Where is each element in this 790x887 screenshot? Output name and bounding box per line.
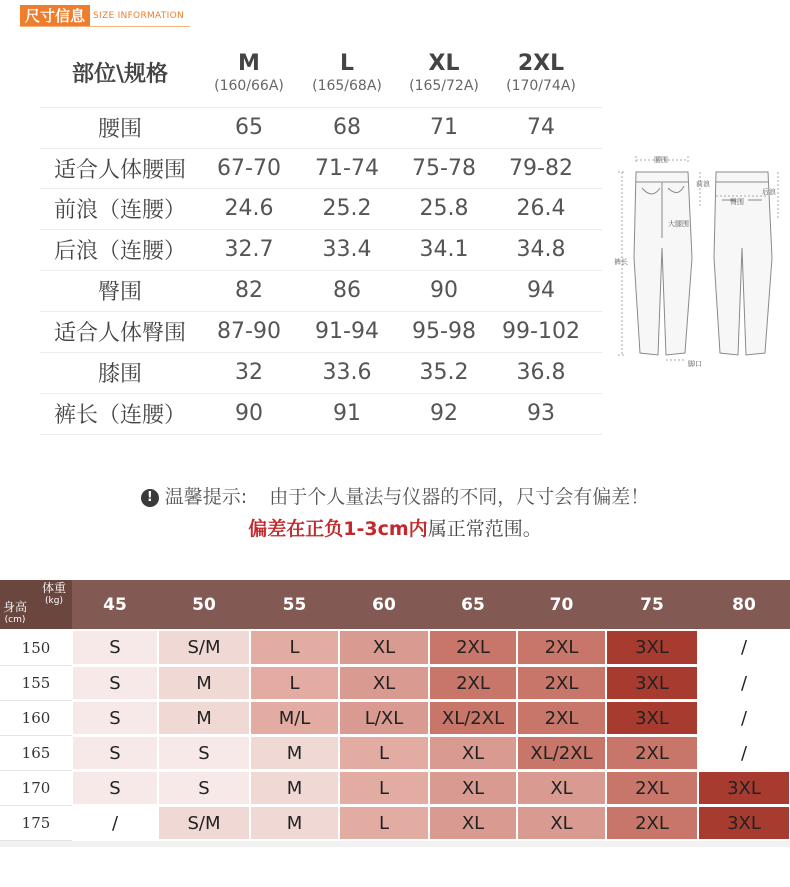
- size-table-row: [40, 229, 602, 271]
- size-recommendation-cell: XL: [430, 807, 516, 839]
- pants-diagram: [612, 148, 782, 374]
- measurement-value: 25.8: [419, 196, 469, 221]
- tip-highlight: 偏差在正负1-3cm内: [248, 518, 428, 540]
- measurement-value: 26.4: [516, 196, 566, 221]
- measurement-value: 34.1: [419, 237, 469, 262]
- pants-label-front-rise: 前浪: [696, 180, 710, 188]
- weight-header: 60: [372, 594, 396, 615]
- measurement-value: 33.6: [322, 360, 372, 385]
- measurement-name: 适合人体臀围: [53, 321, 186, 346]
- measurement-value: 34.8: [516, 237, 566, 262]
- size-recommendation-cell: XL: [518, 772, 605, 804]
- weight-axis-label: 体重 (kg): [41, 581, 66, 606]
- measurement-value: 36.8: [516, 360, 566, 385]
- size-table-row: [40, 393, 602, 435]
- size-recommendation-cell: XL: [340, 631, 428, 664]
- pants-label-thigh: 大腿围: [668, 220, 689, 228]
- height-header: 150: [0, 630, 72, 666]
- measurement-value: 68: [333, 115, 361, 140]
- size-table-row: [40, 148, 602, 189]
- measurement-value: 32.7: [224, 237, 274, 262]
- measurement-value: 71-74: [315, 155, 379, 181]
- tip-label: 温馨提示:: [164, 486, 248, 508]
- size-range: (165/68A): [312, 77, 382, 94]
- tip-tail: 属正常范围。: [427, 518, 542, 540]
- size-recommendation-cell: M: [251, 737, 338, 769]
- measurement-value: 75-78: [412, 155, 476, 181]
- size-recommendation-cell: M/L: [251, 702, 338, 734]
- measurement-name: 膝围: [97, 362, 142, 387]
- size-table-row: [40, 352, 602, 394]
- height-axis-label: 身高 (cm): [3, 600, 28, 625]
- size-recommendation-cell: M: [251, 772, 338, 804]
- grid-corner: [0, 580, 72, 629]
- measurement-value: 65: [235, 115, 263, 140]
- measurement-value: 67-70: [217, 155, 281, 181]
- size-recommendation-cell: 2XL: [518, 667, 605, 699]
- size-recommendation-cell: S: [73, 772, 157, 804]
- size-name: 2XL: [517, 50, 565, 76]
- measurement-value: 71: [430, 115, 458, 140]
- measurement-value: 82: [235, 278, 263, 303]
- size-recommendation-cell: 3XL: [699, 807, 789, 839]
- size-recommendation-cell: M: [251, 807, 338, 839]
- pants-label-length: 裤长: [614, 258, 628, 266]
- measurement-value: 90: [235, 401, 263, 426]
- measurement-value: 79-82: [509, 155, 573, 181]
- size-recommendation-cell: 2XL: [430, 667, 516, 699]
- height-header: 155: [0, 666, 72, 701]
- size-recommendation-cell: 3XL: [699, 772, 789, 804]
- size-recommendation-cell: L: [340, 737, 428, 769]
- measurement-name: 适合人体腰围: [53, 157, 186, 183]
- section-header: [20, 5, 184, 27]
- measurement-value: 35.2: [419, 360, 469, 385]
- measurement-name: 裤长（连腰）: [53, 403, 186, 428]
- size-recommendation-cell: /: [699, 631, 789, 664]
- size-recommendation-cell: 3XL: [607, 631, 697, 664]
- measurement-value: 86: [333, 278, 361, 303]
- measurement-value: 33.4: [322, 237, 372, 262]
- size-recommendation-cell: XL: [518, 807, 605, 839]
- size-recommendation-cell: XL: [430, 737, 516, 769]
- measurement-value: 93: [527, 401, 555, 426]
- measurement-value: 25.2: [322, 196, 372, 221]
- measurement-value: 95-98: [412, 319, 476, 344]
- measurement-value: 87-90: [217, 319, 281, 344]
- weight-header: 70: [549, 594, 574, 615]
- size-recommendation-cell: /: [73, 807, 157, 839]
- size-table-row: [40, 311, 602, 353]
- size-table-row: [40, 107, 602, 149]
- height-header: 170: [0, 771, 72, 806]
- tip-text: 由于个人量法与仪器的不同，尺寸会有偏差！: [269, 486, 650, 508]
- measurement-value: 91: [333, 401, 361, 426]
- size-recommendation-cell: M: [159, 667, 249, 699]
- size-recommendation-cell: S/M: [159, 807, 249, 839]
- size-recommendation-cell: 2XL: [607, 807, 697, 839]
- header-divider: [20, 26, 190, 27]
- size-header: [200, 38, 298, 107]
- measurement-value: 24.6: [224, 196, 274, 221]
- weight-header: 55: [282, 594, 307, 615]
- size-recommendation-cell: M: [159, 702, 249, 734]
- size-recommendation-cell: S/M: [159, 631, 249, 664]
- size-recommendation-cell: XL: [430, 772, 516, 804]
- measurement-name: 臀围: [97, 280, 142, 305]
- pants-label-waist: 腰围: [654, 156, 668, 164]
- size-table-row: [40, 188, 602, 230]
- size-recommendation-cell: /: [699, 737, 789, 769]
- size-name: L: [339, 50, 355, 76]
- size-recommendation-cell: L: [340, 772, 428, 804]
- size-header: [396, 38, 492, 107]
- size-header: [492, 38, 590, 107]
- height-header: 175: [0, 806, 72, 841]
- size-recommendation-cell: L: [251, 631, 338, 664]
- size-name: XL: [428, 50, 460, 76]
- size-recommendation-cell: S: [159, 737, 249, 769]
- measurement-value: 74: [527, 115, 555, 140]
- weight-header: 75: [640, 594, 664, 615]
- measurement-value: 90: [430, 278, 458, 303]
- size-name: M: [238, 50, 260, 76]
- size-recommendation-cell: S: [159, 772, 249, 804]
- measurement-value: 92: [430, 401, 458, 426]
- size-recommendation-cell: S: [73, 702, 157, 734]
- size-recommendation-cell: XL/2XL: [518, 737, 605, 769]
- pants-label-back-rise: 后浪: [762, 188, 776, 196]
- weight-header: 65: [461, 594, 485, 615]
- size-recommendation-cell: 3XL: [607, 702, 697, 734]
- height-header: 160: [0, 701, 72, 736]
- size-range: (165/72A): [409, 77, 479, 94]
- size-recommendation-cell: 2XL: [607, 772, 697, 804]
- size-table-corner: 部位\规格: [71, 62, 169, 87]
- size-recommendation-cell: 2XL: [518, 631, 605, 664]
- measurement-name: 前浪（连腰）: [53, 198, 186, 223]
- measurement-name: 腰围: [97, 117, 142, 142]
- size-recommendation-cell: L: [251, 667, 338, 699]
- size-recommendation-cell: L: [340, 807, 428, 839]
- size-range: (170/74A): [506, 77, 576, 94]
- measurement-name: 后浪（连腰）: [53, 239, 186, 264]
- size-recommendation-cell: XL/2XL: [430, 702, 516, 734]
- size-recommendation-cell: L/XL: [340, 702, 428, 734]
- weight-header: 45: [103, 594, 127, 615]
- weight-header: 80: [732, 594, 756, 615]
- size-recommendation-cell: 2XL: [607, 737, 697, 769]
- height-header: 165: [0, 736, 72, 771]
- size-recommendation-cell: 3XL: [607, 667, 697, 699]
- size-header: [298, 38, 396, 107]
- size-recommendation-cell: S: [73, 667, 157, 699]
- size-recommendation-cell: 2XL: [430, 631, 516, 664]
- size-table-header: [40, 38, 602, 108]
- size-recommendation-cell: S: [73, 631, 157, 664]
- measurement-value: 94: [527, 278, 555, 303]
- pants-label-hip: 臀围: [730, 198, 744, 206]
- measurement-value: 32: [235, 360, 263, 385]
- tip-line-2: [0, 514, 790, 541]
- size-recommendation-cell: XL: [340, 667, 428, 699]
- size-recommendation-cell: /: [699, 667, 789, 699]
- pants-label-hem: 脚口: [688, 360, 702, 368]
- grid-footer: [0, 841, 790, 847]
- section-title: 尺寸信息: [20, 5, 90, 27]
- size-range: (160/66A): [214, 77, 284, 94]
- size-recommendation-cell: /: [699, 702, 789, 734]
- warning-icon: !: [141, 489, 159, 507]
- tip-line-1: [0, 482, 790, 509]
- section-subtitle: SIZE INFORMATION: [93, 11, 184, 21]
- measurement-value: 99-102: [502, 319, 580, 344]
- size-recommendation-cell: S: [73, 737, 157, 769]
- size-table-row: [40, 270, 602, 312]
- measurement-value: 91-94: [315, 319, 379, 344]
- size-recommendation-cell: 2XL: [518, 702, 605, 734]
- weight-header: 50: [192, 594, 216, 615]
